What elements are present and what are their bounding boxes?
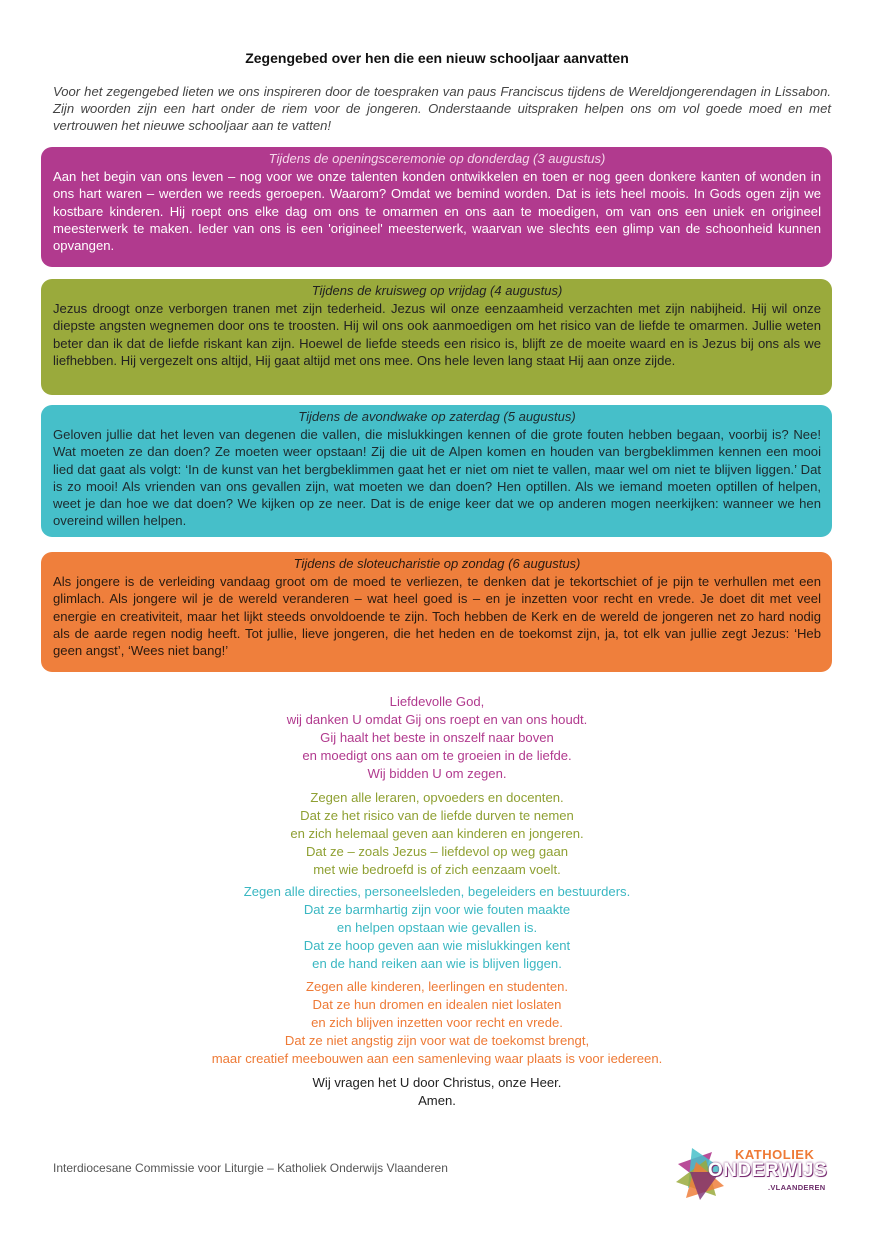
katholiek-onderwijs-logo: [672, 1142, 828, 1204]
prayer-stanza-god: [0, 693, 874, 783]
footer-credit: Interdiocesane Commissie voor Liturgie – Katholiek Onderwijs Vlaanderen: [53, 1161, 448, 1175]
prayer-line: en zich helemaal geven aan kinderen en jongeren.: [290, 826, 584, 841]
prayer-line: Zegen alle directies, personeelsleden, begeleiders en bestuurders.: [243, 884, 631, 899]
prayer-line: Dat ze hun dromen en idealen niet loslaten: [312, 997, 562, 1012]
prayer-line: Dat ze niet angstig zijn voor wat de toekomst brengt,: [284, 1033, 590, 1048]
section-evening-vigil: [41, 405, 832, 537]
section-opening-ceremony: [41, 147, 832, 267]
prayer-line: en de hand reiken aan wie is blijven liggen.: [312, 956, 562, 971]
logo-text-onderwijs: ONDERWIJS: [708, 1160, 828, 1181]
section-heading: Tijdens de openingsceremonie op donderdag (3 augustus): [268, 151, 606, 166]
prayer-stanza-students: [0, 978, 874, 1068]
prayer-stanza-staff: [0, 883, 874, 973]
prayer-line: Dat ze het risico van de liefde durven te nemen: [300, 808, 574, 823]
logo-text-vlaanderen: .VLAANDEREN: [768, 1183, 826, 1192]
section-heading: Tijdens de avondwake op zaterdag (5 augustus): [298, 409, 576, 424]
prayer-line: Dat ze barmhartig zijn voor wie fouten maakte: [303, 902, 571, 917]
prayer-line: en helpen opstaan wie gevallen is.: [336, 920, 538, 935]
prayer-line: maar creatief meebouwen aan een samenleving waar plaats is voor iedereen.: [211, 1051, 663, 1066]
section-closing-eucharist: [41, 552, 832, 672]
section-way-of-the-cross: [41, 279, 832, 395]
prayer-stanza-teachers: [0, 789, 874, 879]
prayer-line: met wie bedroefd is of zich eenzaam voelt.: [313, 862, 561, 877]
section-text: Aan het begin van ons leven – nog voor we onze talenten konden ontwikkelen en toen er nog geen donkere kanten of wonden in ons hart waren – werden we reeds geroepen. Waarom? Omdat we bemind worden. Dat is iets heel moois. In Gods ogen zijn we kostbare kinderen. Hij roept ons elke dag om ons te omarmen en ons aan te moedigen, om van ons een uniek en origineel meesterwerk te maken. Ieder van ons is een 'origineel' meesterwerk, waarvan we slechts een glimp van de schoonheid kunnen opvangen.: [53, 169, 821, 254]
prayer-line: wij danken U omdat Gij ons roept en van ons houdt.: [286, 712, 588, 727]
section-text: Als jongere is de verleiding vandaag groot om de moed te verliezen, te denken dat je tekortschiet of je pijn te verhullen met een glimlach. Als jongere wil je de wereld veranderen – wat heel goed is – en je inzetten voor recht en vrede. Je doet dit met veel energie en creativiteit, maar het lijkt steeds onvoldoende te zijn. Toch hebben de Kerk en de wereld de jongeren net zo hard nodig als de aarde regen nodig heeft. Tot jullie, lieve jongeren, die het heden en de toekomst zijn, ja, tot elk van jullie zegt Jezus: ‘Heb geen angst’, ‘Wees niet bang!’: [53, 574, 821, 659]
section-text: Geloven jullie dat het leven van degenen die vallen, die mislukkingen kennen of die grote fouten hebben begaan, voorbij is? Nee! Wat moeten ze dan doen? Ze moeten weer opstaan! Zij die uit de Alpen komen en houden van bergbeklimmen kennen een mooi lied dat gaat als volgt: ‘In de kunst van het bergbeklimmen gaat het er niet om niet te vallen, maar wel om niet te blijven liggen.’ Dat is zo mooi! Als vrienden van ons gevallen zijn, wat moeten we dan doen? Hen optillen. Als we iemand moeten optillen of helpen, weet je dan hoe we dat doen? We kijken op ze neer. Dat is de enige keer dat we op anderen mogen neerkijken: wanneer we hen overeind willen helpen.: [53, 427, 821, 529]
section-heading: Tijdens de sloteucharistie op zondag (6 augustus): [293, 556, 581, 571]
prayer-line: en moedigt ons aan om te groeien in de liefde.: [302, 748, 572, 763]
logo-text-katholiek: KATHOLIEK: [735, 1147, 815, 1162]
prayer-line: Wij bidden U om zegen.: [367, 766, 507, 781]
section-text: Jezus droogt onze verborgen tranen met zijn tederheid. Jezus wil onze eenzaamheid verzachten met zijn nabijheid. Hij wil onze diepste angsten wegnemen door ons te troosten. Hij wil ons ook aanmoedigen om het risico van de liefde te omarmen. Jullie weten beter dan ik dat de liefde riskant kan zijn. Hoewel de liefde steeds een risico is, blijft ze de moeite waard en is Jezus bij ons als we liefhebben. Hij vergezelt ons altijd, Hij gaat altijd met ons mee. Ons hele leven lang staat Hij aan onze zijde.: [53, 301, 821, 368]
intro-paragraph: Voor het zegengebed lieten we ons inspireren door de toespraken van paus Franciscus tijdens de Wereldjongerendagen in Lissabon. Zijn woorden zijn een hart onder de riem voor de jongeren. Onderstaande uitspraken helpen ons om vol goede moed en met vertrouwen het nieuwe schooljaar aan te vatten!: [53, 84, 831, 133]
section-heading: Tijdens de kruisweg op vrijdag (4 augustus): [311, 283, 563, 298]
prayer-line: Dat ze – zoals Jezus – liefdevol op weg gaan: [305, 844, 569, 859]
prayer-closing: [0, 1074, 874, 1110]
prayer-line: Zegen alle kinderen, leerlingen en studenten.: [305, 979, 569, 994]
page-title: Zegengebed over hen die een nieuw schooljaar aanvatten: [245, 50, 629, 66]
prayer-line: Liefdevolle God,: [389, 694, 485, 709]
prayer-line: Amen.: [418, 1093, 456, 1108]
prayer-line: en zich blijven inzetten voor recht en vrede.: [311, 1015, 563, 1030]
prayer-line: Zegen alle leraren, opvoeders en docenten.: [310, 790, 564, 805]
prayer-line: Wij vragen het U door Christus, onze Heer.: [312, 1075, 562, 1090]
prayer-line: Gij haalt het beste in onszelf naar boven: [320, 730, 554, 745]
prayer-line: Dat ze hoop geven aan wie mislukkingen kent: [303, 938, 571, 953]
